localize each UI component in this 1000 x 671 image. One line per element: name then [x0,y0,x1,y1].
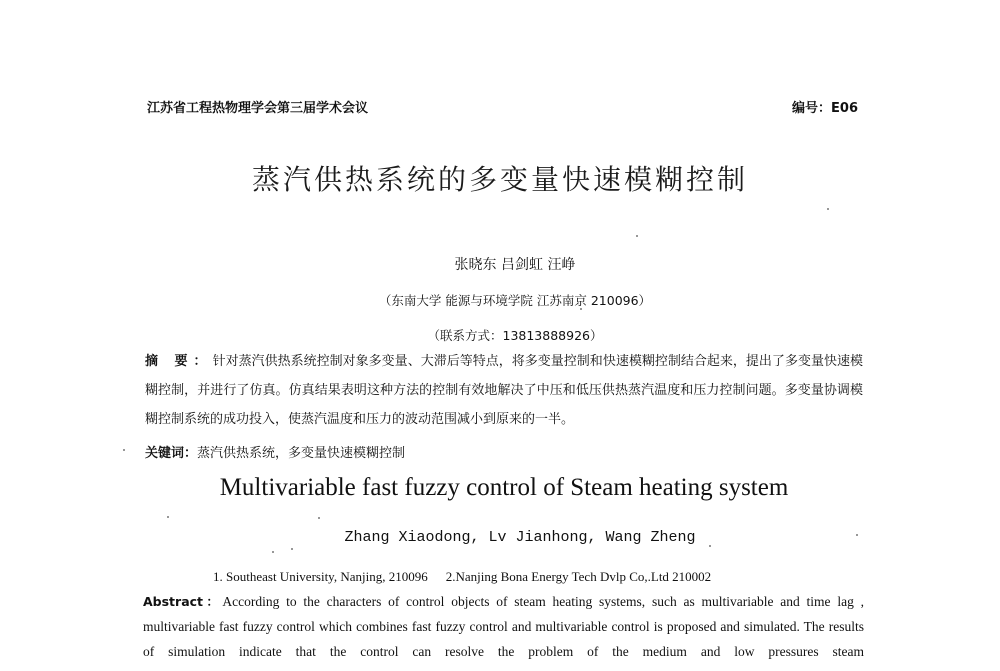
english-affiliation-2: 2.Nanjing Bona Energy Tech Dvlp Co,.Ltd 210002 [445,569,712,584]
chinese-keywords-text: 蒸汽供热系统，多变量快速模糊控制 [197,446,406,461]
chinese-affiliation: （东南大学 能源与环境学院 江苏南京 210096） [378,293,652,308]
english-abstract-label: Abstract： [143,594,223,609]
scan-speck [318,517,320,519]
scan-speck [636,235,638,237]
english-authors: Zhang Xiaodong, Lv Jianhong, Wang Zheng [344,529,696,546]
scan-speck [709,545,711,547]
chinese-abstract-label: 摘 要： [145,354,213,369]
english-affiliation-1: 1. Southeast University, Nanjing, 210096 [213,569,428,584]
chinese-title: 蒸汽供热系统的多变量快速模糊控制 [251,163,748,196]
chinese-abstract-text: 针对蒸汽供热系统控制对象多变量、大滞后等特点，将多变量控制和快速模糊控制结合起来，提出了多变量快速模糊控制，并进行了仿真。仿真结果表明这种方法的控制有效地解决了中压和低压供热蒸汽温度和压力控制问题。多变量协调模糊控制系统的成功投入，使蒸汽温度和压力的波动范围减小到原来的一半。 [145,354,863,427]
scan-speck [167,516,169,518]
english-abstract-text: According to the characters of control objects of steam heating systems, such as multivariable and time lag , multivariable fast fuzzy control which combines fast fuzzy control and multivariable control is proposed and simulated. The results of simulation indicate that the control can resolve the problem of the medium and low pressures steam [143,594,864,659]
scan-speck [580,308,582,310]
scan-speck [827,208,829,210]
chinese-authors: 张晓东 吕剑虹 汪峥 [454,257,576,273]
document-number: 编号：E06 [792,101,858,116]
chinese-keywords [145,442,405,461]
scan-speck [272,551,274,553]
scan-speck [856,534,858,536]
english-affiliations [213,569,711,585]
conference-header: 江苏省工程热物理学会第三届学术会议 [147,101,369,116]
chinese-abstract [145,347,863,434]
chinese-contact: （联系方式：13813888926） [427,328,603,343]
english-abstract [143,589,864,664]
english-title: Multivariable fast fuzzy control of Steam heating system [219,474,789,501]
chinese-keywords-label: 关键词： [145,446,198,461]
scan-speck [123,449,125,451]
scan-speck [291,548,293,550]
